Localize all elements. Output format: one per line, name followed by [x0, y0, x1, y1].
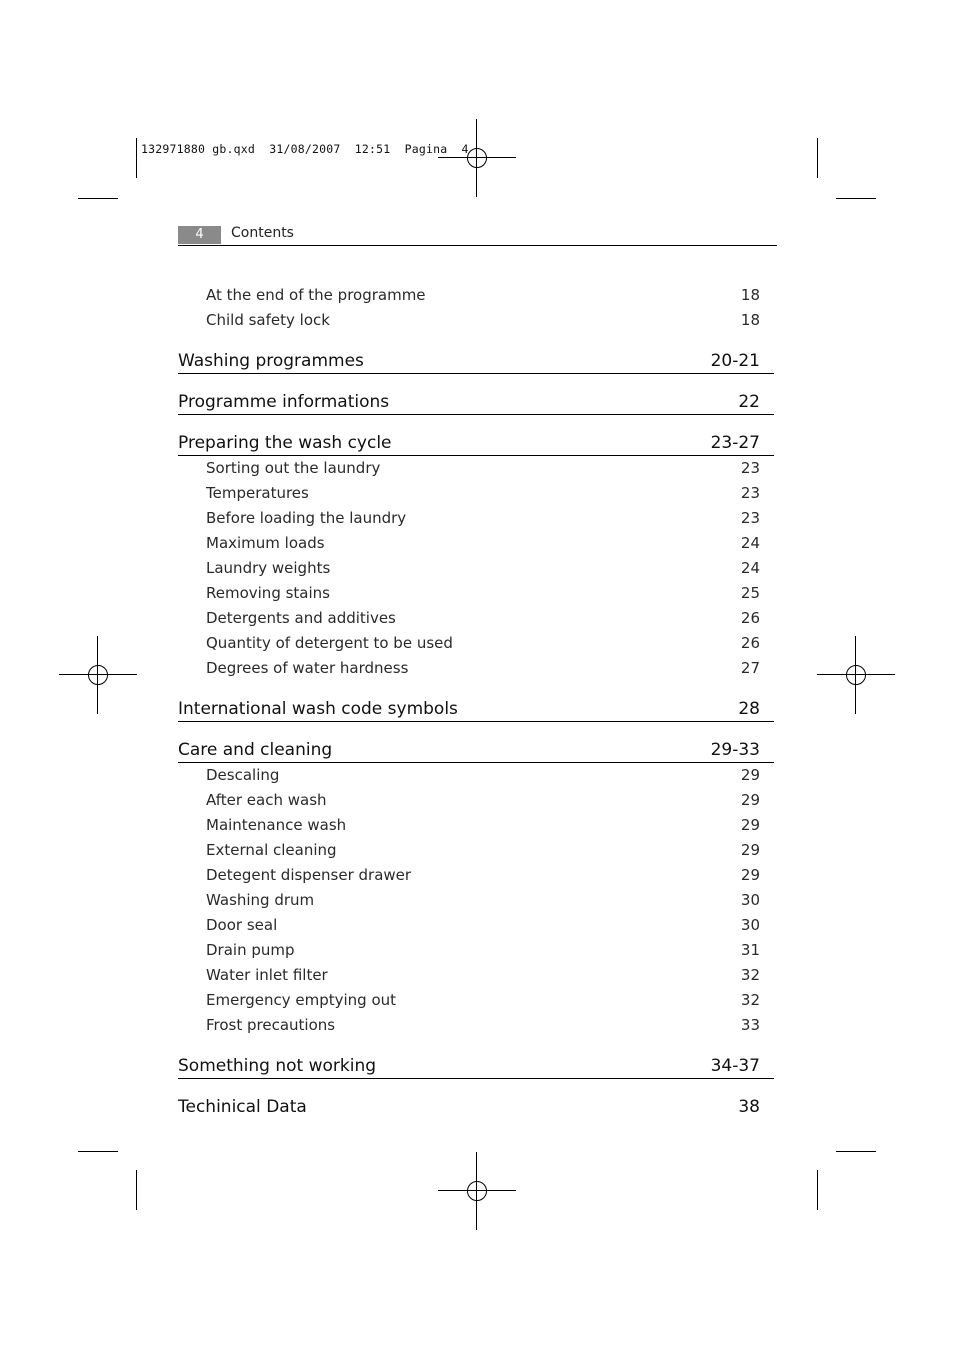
toc-section[interactable]: [178, 1054, 774, 1079]
registration-mark: [438, 1152, 516, 1230]
toc-entry[interactable]: [178, 308, 774, 333]
registration-mark: [59, 636, 137, 714]
toc-title: Drain pump: [206, 941, 295, 959]
toc-section[interactable]: [178, 738, 774, 763]
toc-entry[interactable]: [178, 813, 774, 838]
toc-page-number: 24: [740, 559, 760, 577]
toc-entry[interactable]: [178, 283, 774, 308]
toc-page-number: 18: [740, 311, 760, 329]
toc-entry[interactable]: [178, 788, 774, 813]
toc-title: Degrees of water hardness: [206, 659, 409, 677]
toc-entry[interactable]: [178, 581, 774, 606]
toc-entry[interactable]: [178, 531, 774, 556]
toc-section[interactable]: [178, 390, 774, 415]
toc-page-number: 22: [738, 392, 760, 412]
toc-page-number: 25: [740, 584, 760, 602]
toc-title: Quantity of detergent to be used: [206, 634, 453, 652]
toc-page-number: 32: [740, 991, 760, 1009]
toc-title: Washing programmes: [178, 351, 364, 371]
toc-page-number: 26: [740, 609, 760, 627]
toc-title: Child safety lock: [206, 311, 330, 329]
toc-page-number: 29-33: [710, 740, 760, 760]
toc-page-number: 23-27: [710, 433, 760, 453]
toc-title: Water inlet filter: [206, 966, 328, 984]
toc-page-number: 24: [740, 534, 760, 552]
toc-page-number: 29: [740, 841, 760, 859]
toc-entry[interactable]: [178, 838, 774, 863]
toc-page-number: 30: [740, 891, 760, 909]
toc-entry[interactable]: [178, 963, 774, 988]
toc-entry[interactable]: [178, 506, 774, 531]
toc-title: After each wash: [206, 791, 327, 809]
toc-entry[interactable]: [178, 481, 774, 506]
registration-mark: [438, 119, 516, 197]
toc-section[interactable]: [178, 697, 774, 722]
toc-title: Preparing the wash cycle: [178, 433, 392, 453]
toc-title: Detergents and additives: [206, 609, 396, 627]
toc-page-number: 33: [740, 1016, 760, 1034]
crop-mark: [836, 198, 876, 199]
toc-entry[interactable]: [178, 863, 774, 888]
toc-entry[interactable]: [178, 656, 774, 681]
crop-mark: [817, 138, 818, 178]
toc-entry[interactable]: [178, 913, 774, 938]
toc-title: Sorting out the laundry: [206, 459, 381, 477]
crop-mark: [817, 1170, 818, 1210]
toc-title: Before loading the laundry: [206, 509, 407, 527]
toc-title: Removing stains: [206, 584, 330, 602]
toc-title: International wash code symbols: [178, 699, 458, 719]
toc-page-number: 20-21: [710, 351, 760, 371]
toc-title: Emergency emptying out: [206, 991, 397, 1009]
toc-page-number: 34-37: [710, 1056, 760, 1076]
registration-mark: [817, 636, 895, 714]
toc-entry[interactable]: [178, 763, 774, 788]
toc-page-number: 29: [740, 791, 760, 809]
toc-entry[interactable]: [178, 631, 774, 656]
toc-page-number: 26: [740, 634, 760, 652]
toc-page-number: 23: [740, 509, 760, 527]
toc-page-number: 28: [738, 699, 760, 719]
toc-page-number: 23: [740, 459, 760, 477]
crop-mark: [78, 198, 118, 199]
toc-entry[interactable]: [178, 938, 774, 963]
toc-title: Temperatures: [206, 484, 309, 502]
page-title: Contents: [231, 225, 294, 241]
toc-title: External cleaning: [206, 841, 337, 859]
header-divider: [178, 245, 777, 246]
toc-section[interactable]: [178, 349, 774, 374]
toc-page-number: 29: [740, 816, 760, 834]
toc-entry[interactable]: [178, 556, 774, 581]
crop-mark: [78, 1151, 118, 1152]
toc-page-number: 29: [740, 766, 760, 784]
toc-title: Techinical Data: [178, 1097, 307, 1117]
page-number: 4: [178, 226, 221, 244]
toc-title: Washing drum: [206, 891, 315, 909]
toc-title: Care and cleaning: [178, 740, 333, 760]
toc-title: Frost precautions: [206, 1016, 336, 1034]
toc-entry[interactable]: [178, 888, 774, 913]
toc-page-number: 31: [740, 941, 760, 959]
toc-section[interactable]: [178, 431, 774, 456]
toc-title: Door seal: [206, 916, 278, 934]
toc-section[interactable]: [178, 1095, 774, 1119]
toc-title: Maintenance wash: [206, 816, 347, 834]
toc-page-number: 23: [740, 484, 760, 502]
table-of-contents: [178, 283, 774, 1119]
toc-title: At the end of the programme: [206, 286, 426, 304]
crop-mark: [136, 1170, 137, 1210]
toc-entry[interactable]: [178, 606, 774, 631]
toc-entry[interactable]: [178, 988, 774, 1013]
toc-title: Something not working: [178, 1056, 377, 1076]
toc-title: Descaling: [206, 766, 280, 784]
print-slug: 132971880 gb.qxd 31/08/2007 12:51 Pagina 4: [141, 142, 469, 156]
toc-page-number: 32: [740, 966, 760, 984]
toc-title: Maximum loads: [206, 534, 325, 552]
toc-entry[interactable]: [178, 1013, 774, 1038]
toc-page-number: 29: [740, 866, 760, 884]
crop-mark: [836, 1151, 876, 1152]
toc-entry[interactable]: [178, 456, 774, 481]
toc-title: Programme informations: [178, 392, 390, 412]
toc-title: Laundry weights: [206, 559, 331, 577]
toc-page-number: 27: [740, 659, 760, 677]
toc-page-number: 18: [740, 286, 760, 304]
toc-page-number: 30: [740, 916, 760, 934]
toc-title: Detegent dispenser drawer: [206, 866, 412, 884]
toc-page-number: 38: [738, 1097, 760, 1117]
crop-mark: [136, 138, 137, 178]
